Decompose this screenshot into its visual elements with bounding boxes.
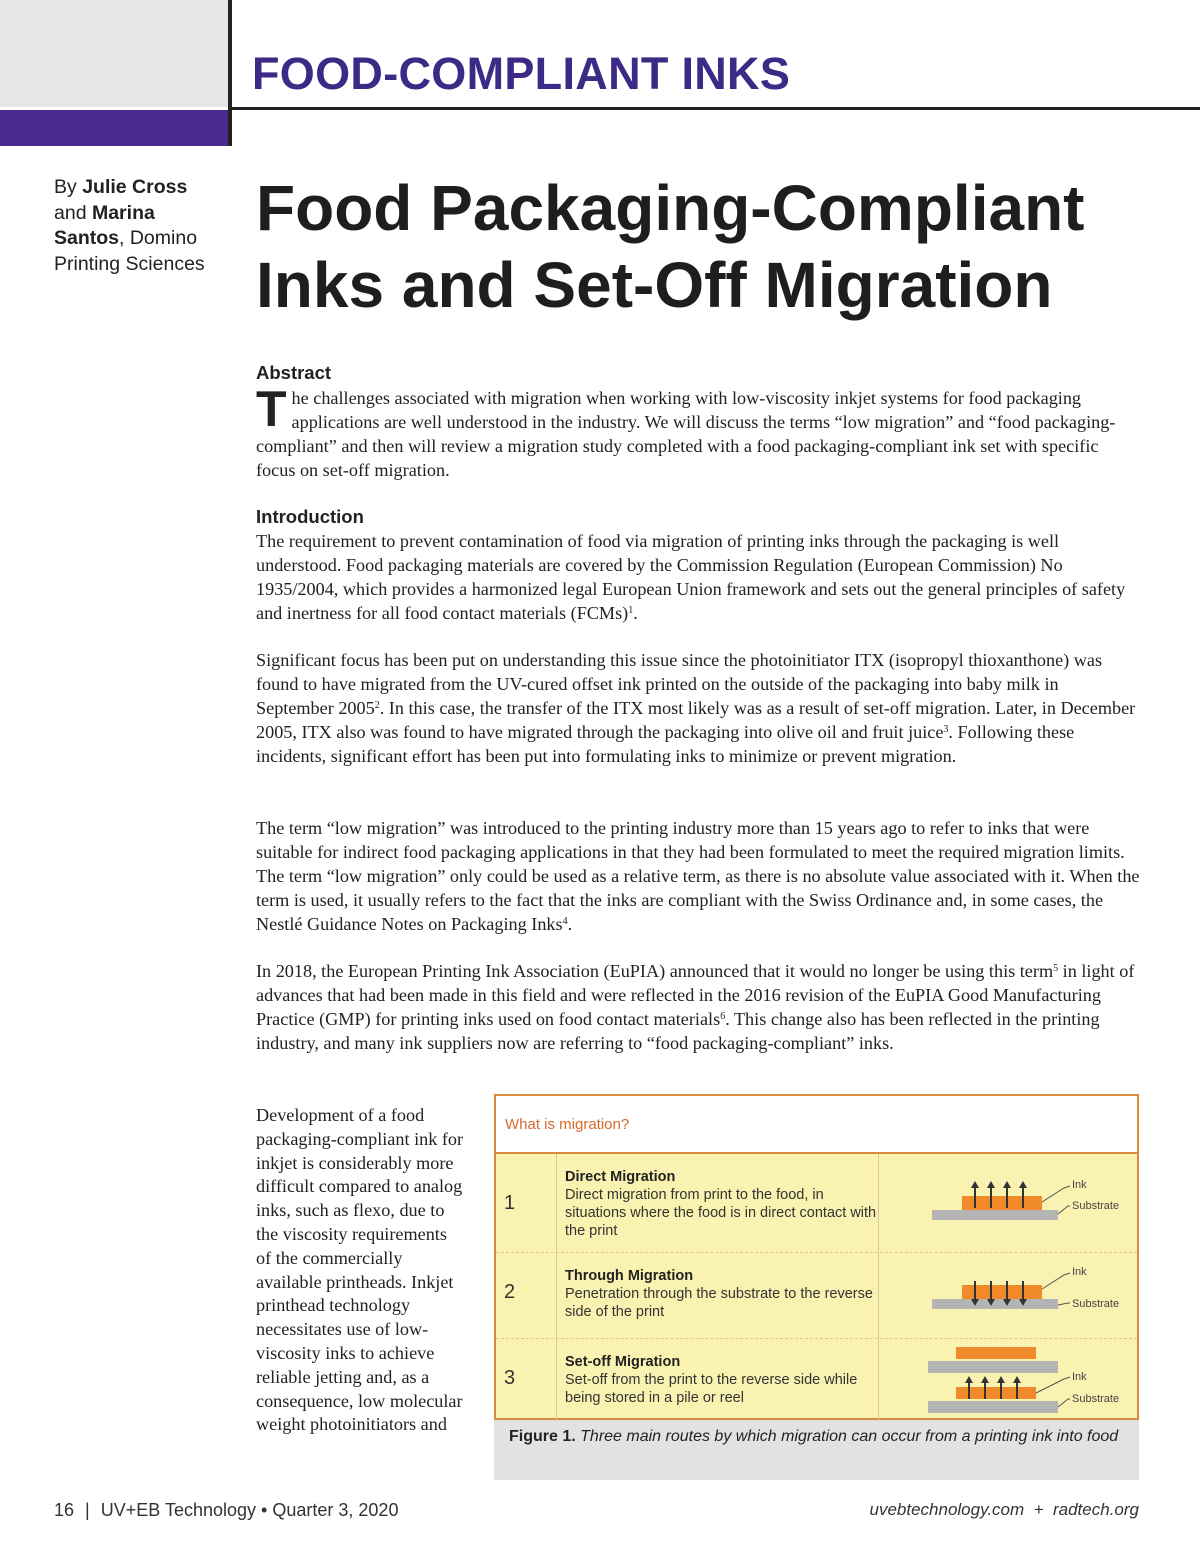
abstract-body [256, 381, 1140, 482]
article-title: Food Packaging-Compliant Inks and Set-Off Migration [256, 172, 1085, 321]
paragraph-text: The requirement to prevent contamination of food via migration of printing inks through the packaging is well understood. Food packaging materials are covered by the Commission Regulation (European Commission) No 1935/2004, which provides a harmonized legal European Union framework and sets out the general principles of safety and inertness for all food contact materials (FCMs) [256, 531, 1126, 623]
paragraph-text: . [567, 914, 573, 934]
figure-header [496, 1096, 1137, 1154]
figure-row-direct [496, 1154, 1137, 1252]
caption-text: Three main routes by which migration can occur from a printing ink into food [580, 1428, 1119, 1445]
byline-and: and [54, 201, 87, 224]
footer-bullet: • [261, 1500, 268, 1520]
column-divider [878, 1154, 879, 1252]
row-description [565, 1168, 877, 1240]
arrowheads-icon [965, 1376, 1021, 1383]
row-description [565, 1353, 877, 1407]
ink-label: Ink [1072, 1266, 1087, 1278]
leader-line [1042, 1186, 1070, 1202]
paragraph-text: . Following these incidents, significant effort has been put into formulating inks to minimize or prevent migration. [256, 722, 1075, 766]
row-text: Set-off from the print to the reverse side while being stored in a pile or reel [565, 1372, 858, 1406]
paragraph-text: . This change also has been reflected in the printing industry, and many ink suppliers now are referring to “food packaging-compliant” inks. [256, 1009, 1100, 1053]
header-purple-block [0, 110, 232, 146]
substrate-layer-top [928, 1361, 1058, 1373]
paragraph-text: . [633, 603, 638, 623]
issue-date: Quarter 3, 2020 [272, 1500, 399, 1520]
paragraph-text: in light of advances that had been made in this field and were reflected in the 2016 revision of the EuPIA Good Manufacturing Practice (GMP) for printing inks used on food contact materials [256, 961, 1135, 1029]
author-name: Marina Santos [54, 201, 155, 249]
row-text: Penetration through the substrate to the reverse side of the print [565, 1286, 873, 1320]
row-title: Direct Migration [565, 1169, 676, 1185]
reference-marker: 5 [1053, 963, 1059, 974]
paragraph [256, 816, 1140, 936]
reference-marker: 2 [374, 700, 380, 711]
abstract-heading: Abstract [256, 362, 332, 383]
publication-name: UV+EB Technology [100, 1500, 257, 1520]
section-title: FOOD-COMPLIANT INKS [252, 48, 791, 99]
paragraph-narrow: Development of a food packaging-compliant ink for inkjet is considerably more difficult compared to analog inks, such as flexo, due to the viscosity requirements of the commercially available printheads. Inkjet printhead technology necessitates use of low-viscosity inks to achieve reliable jetting and, as a consequence, low molecular weight photoinitiators and [256, 1105, 464, 1435]
column-divider [556, 1154, 557, 1252]
figure-row-setoff [496, 1338, 1137, 1420]
row-title: Through Migration [565, 1268, 694, 1284]
through-migration-diagram [896, 1265, 1136, 1325]
leader-line [1058, 1399, 1070, 1407]
figure-caption [494, 1420, 1139, 1480]
paragraph-text: The term “low migration” was introduced to the printing industry more than 15 years ago to refer to inks that were suitable for indirect food packaging applications in that they had been formulated to meet the required migration limits. The term “low migration” only could be used as a relative term, as there is no absolute value associated with it. When the term is used, it usually refers to the fact that the inks are compliant with the Swiss Ordinance and, in some cases, the Nestlé Guidance Notes on Packaging Inks [256, 818, 1140, 934]
substrate-label: Substrate [1072, 1298, 1120, 1310]
arrowheads-icon [971, 1181, 1027, 1188]
migration-figure [494, 1094, 1139, 1420]
reference-marker: 4 [562, 916, 568, 927]
column-divider [878, 1253, 879, 1338]
substrate-label: Substrate [1072, 1393, 1120, 1405]
row-number: 3 [504, 1367, 516, 1389]
caption-label: Figure 1. [509, 1428, 576, 1445]
author-name: Julie Cross [82, 176, 188, 198]
column-divider [556, 1339, 557, 1420]
ink-layer-top [956, 1347, 1036, 1359]
leader-line [1058, 1303, 1070, 1305]
ink-label: Ink [1072, 1371, 1087, 1383]
reference-marker: 3 [943, 724, 949, 735]
substrate-label: Substrate [1072, 1200, 1120, 1212]
row-number: 2 [504, 1281, 516, 1303]
drop-cap: T [256, 381, 287, 437]
byline [54, 175, 224, 277]
header-vertical-rule [228, 0, 232, 146]
reference-marker: 1 [628, 605, 634, 616]
row-description [565, 1267, 877, 1321]
column-divider [556, 1253, 557, 1338]
column-divider [878, 1339, 879, 1420]
row-title: Set-off Migration [565, 1354, 681, 1370]
substrate-layer [928, 1401, 1058, 1413]
footer-separator: | [85, 1500, 90, 1520]
paragraph [256, 959, 1140, 1055]
paragraph [256, 648, 1140, 768]
reference-marker: 6 [720, 1011, 726, 1022]
footer-left [54, 1500, 398, 1521]
abstract-text: he challenges associated with migration when working with low-viscosity inkjet systems for food packaging applications are well understood in the industry. We will discuss the terms “low migration” and “food packaging-compliant” and then will review a migration study completed with a food packaging-compliant ink set with specific focus on set-off migration. [256, 388, 1116, 480]
substrate-layer [932, 1210, 1058, 1220]
paragraph-text: . In this case, the transfer of the ITX most likely was as a result of set-off migration. Later, in December 2005, ITX also was found to have migrated through the packaging into olive oil and fruit juice [256, 698, 1136, 742]
author-affiliation: , Domino Printing Sciences [54, 227, 205, 275]
paragraph-text: Significant focus has been put on understanding this issue since the photoinitiator ITX (isopropyl thioxanthone) was found to have migrated from the UV-cured offset ink printed on the outside of the packaging into baby milk in September 2005 [256, 650, 1103, 718]
header-horizontal-rule [228, 107, 1200, 110]
page-number: 16 [54, 1500, 75, 1520]
header-gray-block [0, 0, 228, 107]
byline-prefix: By [54, 176, 77, 198]
introduction-heading: Introduction [256, 506, 364, 527]
paragraph-text: In 2018, the European Printing Ink Association (EuPIA) announced that it would no longer be using this term [256, 961, 1054, 981]
leader-line [1042, 1273, 1070, 1289]
figure-row-through [496, 1252, 1137, 1338]
ink-label: Ink [1072, 1179, 1087, 1191]
figure-question: What is migration? [505, 1116, 630, 1133]
row-number: 1 [504, 1192, 516, 1214]
row-text: Direct migration from print to the food, in situations where the food is in direct contact with the print [565, 1187, 877, 1239]
direct-migration-diagram [896, 1174, 1136, 1234]
substrate-layer [932, 1299, 1058, 1309]
paragraph [256, 529, 1140, 625]
leader-line [1058, 1206, 1070, 1214]
leader-line [1036, 1377, 1070, 1393]
setoff-migration-diagram [896, 1343, 1136, 1419]
footer-websites[interactable]: uvebtechnology.com + radtech.org [869, 1500, 1139, 1519]
